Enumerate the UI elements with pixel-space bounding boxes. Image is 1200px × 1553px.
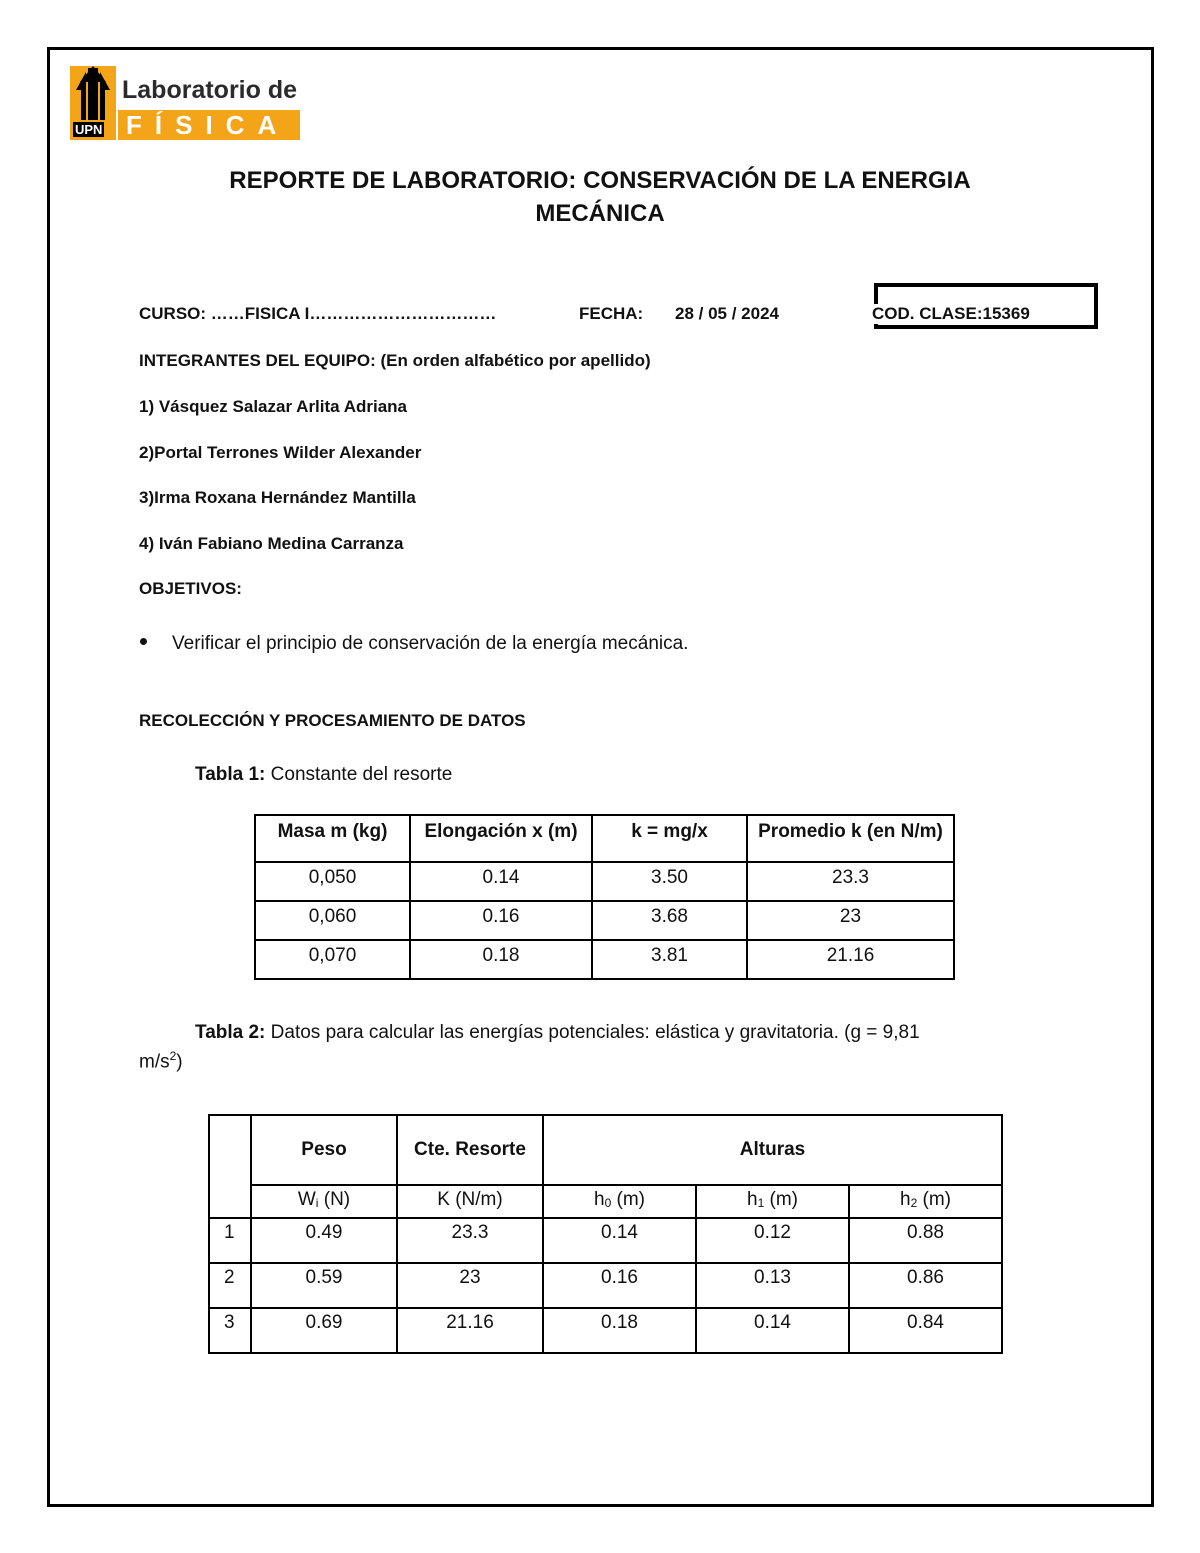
table-row [255, 901, 954, 940]
unit: (m) [764, 1189, 799, 1210]
table1-caption-text: Constante del resorte [265, 764, 453, 785]
table1-header: Elongación x (m) [410, 815, 592, 862]
table1-cell: 0.18 [410, 940, 592, 979]
bullet-icon [140, 638, 147, 645]
table-row [209, 1308, 1002, 1353]
table1-cell: 21.16 [747, 940, 954, 979]
logo-title-line1: Laboratorio de [122, 76, 298, 104]
table1-cell: 0.14 [410, 862, 592, 901]
class-code: COD. CLASE:15369 [872, 304, 1030, 323]
table2-index: 3 [209, 1308, 251, 1353]
team-member: 3)Irma Roxana Hernández Mantilla [139, 488, 416, 507]
table2-index: 1 [209, 1218, 251, 1263]
symbol: h [593, 1189, 605, 1210]
table2-header-heights: Alturas [543, 1115, 1002, 1185]
objective-item [140, 633, 688, 655]
symbol: h [746, 1189, 758, 1210]
table1-cell: 3.50 [592, 862, 747, 901]
table2-cell: 0.86 [849, 1263, 1002, 1308]
table2-index: 2 [209, 1263, 251, 1308]
symbol: W [297, 1189, 316, 1210]
table1-header: Masa m (kg) [255, 815, 410, 862]
spring-constant-table [254, 814, 955, 980]
table2-subheader-h1 [696, 1185, 849, 1218]
table2-cell: 0.88 [849, 1218, 1002, 1263]
table1-cell: 0,050 [255, 862, 410, 901]
table2-cell: 0.59 [251, 1263, 397, 1308]
unit: (N) [318, 1189, 351, 1210]
unit: (m) [611, 1189, 646, 1210]
team-member: 2)Portal Terrones Wilder Alexander [139, 443, 422, 462]
report-title-line2: MECÁNICA [535, 200, 665, 227]
table1-cell: 0,070 [255, 940, 410, 979]
table1-caption-label: Tabla 1: [195, 764, 266, 785]
table2-caption-exponent: 2 [169, 1049, 177, 1063]
table-row [209, 1218, 1002, 1263]
table2-subheader-h2 [849, 1185, 1002, 1218]
table2-subheader-weight [251, 1185, 397, 1218]
table2-header-weight: Peso [251, 1115, 397, 1185]
table-row [255, 862, 954, 901]
table2-cell: 21.16 [397, 1308, 543, 1353]
table2-cell: 0.14 [696, 1308, 849, 1353]
report-title-line1: REPORTE DE LABORATORIO: CONSERVACIÓN DE LA ENERGIA [229, 167, 971, 194]
table2-cell: 0.84 [849, 1308, 1002, 1353]
table2-cell: 23.3 [397, 1218, 543, 1263]
logo-title-line2: FÍSICA [126, 110, 290, 140]
upn-label: UPN [75, 122, 103, 137]
table2-cell: 0.16 [543, 1263, 696, 1308]
objectives-heading: OBJETIVOS: [139, 579, 242, 598]
table2-header-spring: Cte. Resorte [397, 1115, 543, 1185]
table1-cell: 23.3 [747, 862, 954, 901]
data-section-heading: RECOLECCIÓN Y PROCESAMIENTO DE DATOS [139, 711, 526, 730]
table1-cell: 0.16 [410, 901, 592, 940]
table1-cell: 23 [747, 901, 954, 940]
table2-caption-close: ) [176, 1051, 183, 1073]
objective-text: Verificar el principio de conservación de la energía mecánica. [172, 633, 689, 654]
table1-header: Promedio k (en N/m) [747, 815, 954, 862]
unit: (m) [917, 1189, 952, 1210]
table1-cell: 3.68 [592, 901, 747, 940]
table2-cell: 23 [397, 1263, 543, 1308]
table1-cell: 3.81 [592, 940, 747, 979]
symbol-subscript: i [315, 1196, 319, 1210]
table2-index-header [209, 1115, 251, 1218]
table2-cell: 0.12 [696, 1218, 849, 1263]
table2-caption-label: Tabla 2: [195, 1022, 266, 1043]
course-field: CURSO: ……FISICA I…………………………… [139, 304, 497, 323]
symbol-subscript: 2 [910, 1196, 918, 1210]
upn-logo [70, 66, 302, 142]
symbol-subscript: 1 [757, 1196, 765, 1210]
table-row [209, 1263, 1002, 1308]
table2-caption-line2 [139, 1049, 183, 1073]
table2-caption [195, 1022, 920, 1044]
potential-energy-table [208, 1114, 1003, 1354]
table2-cell: 0.69 [251, 1308, 397, 1353]
symbol: h [899, 1189, 911, 1210]
symbol-subscript: 0 [604, 1196, 612, 1210]
table2-cell: 0.18 [543, 1308, 696, 1353]
table1-cell: 0,060 [255, 901, 410, 940]
team-member: 1) Vásquez Salazar Arlita Adriana [139, 397, 408, 416]
team-heading: INTEGRANTES DEL EQUIPO: (En orden alfabético por apellido) [139, 351, 651, 370]
table2-subheader-h0 [543, 1185, 696, 1218]
table-row [255, 940, 954, 979]
table2-subheader-spring: K (N/m) [397, 1185, 543, 1218]
team-member: 4) Iván Fabiano Medina Carranza [139, 534, 404, 553]
table1-header: k = mg/x [592, 815, 747, 862]
table2-caption-text: Datos para calcular las energías potenciales: elástica y gravitatoria. (g = 9,81 [265, 1022, 920, 1043]
table1-caption [195, 764, 452, 786]
table2-caption-unit: m/s [139, 1051, 170, 1073]
table2-cell: 0.13 [696, 1263, 849, 1308]
date-value: 28 / 05 / 2024 [675, 304, 779, 323]
table2-cell: 0.49 [251, 1218, 397, 1263]
date-label: FECHA: [579, 304, 644, 323]
table2-cell: 0.14 [543, 1218, 696, 1263]
